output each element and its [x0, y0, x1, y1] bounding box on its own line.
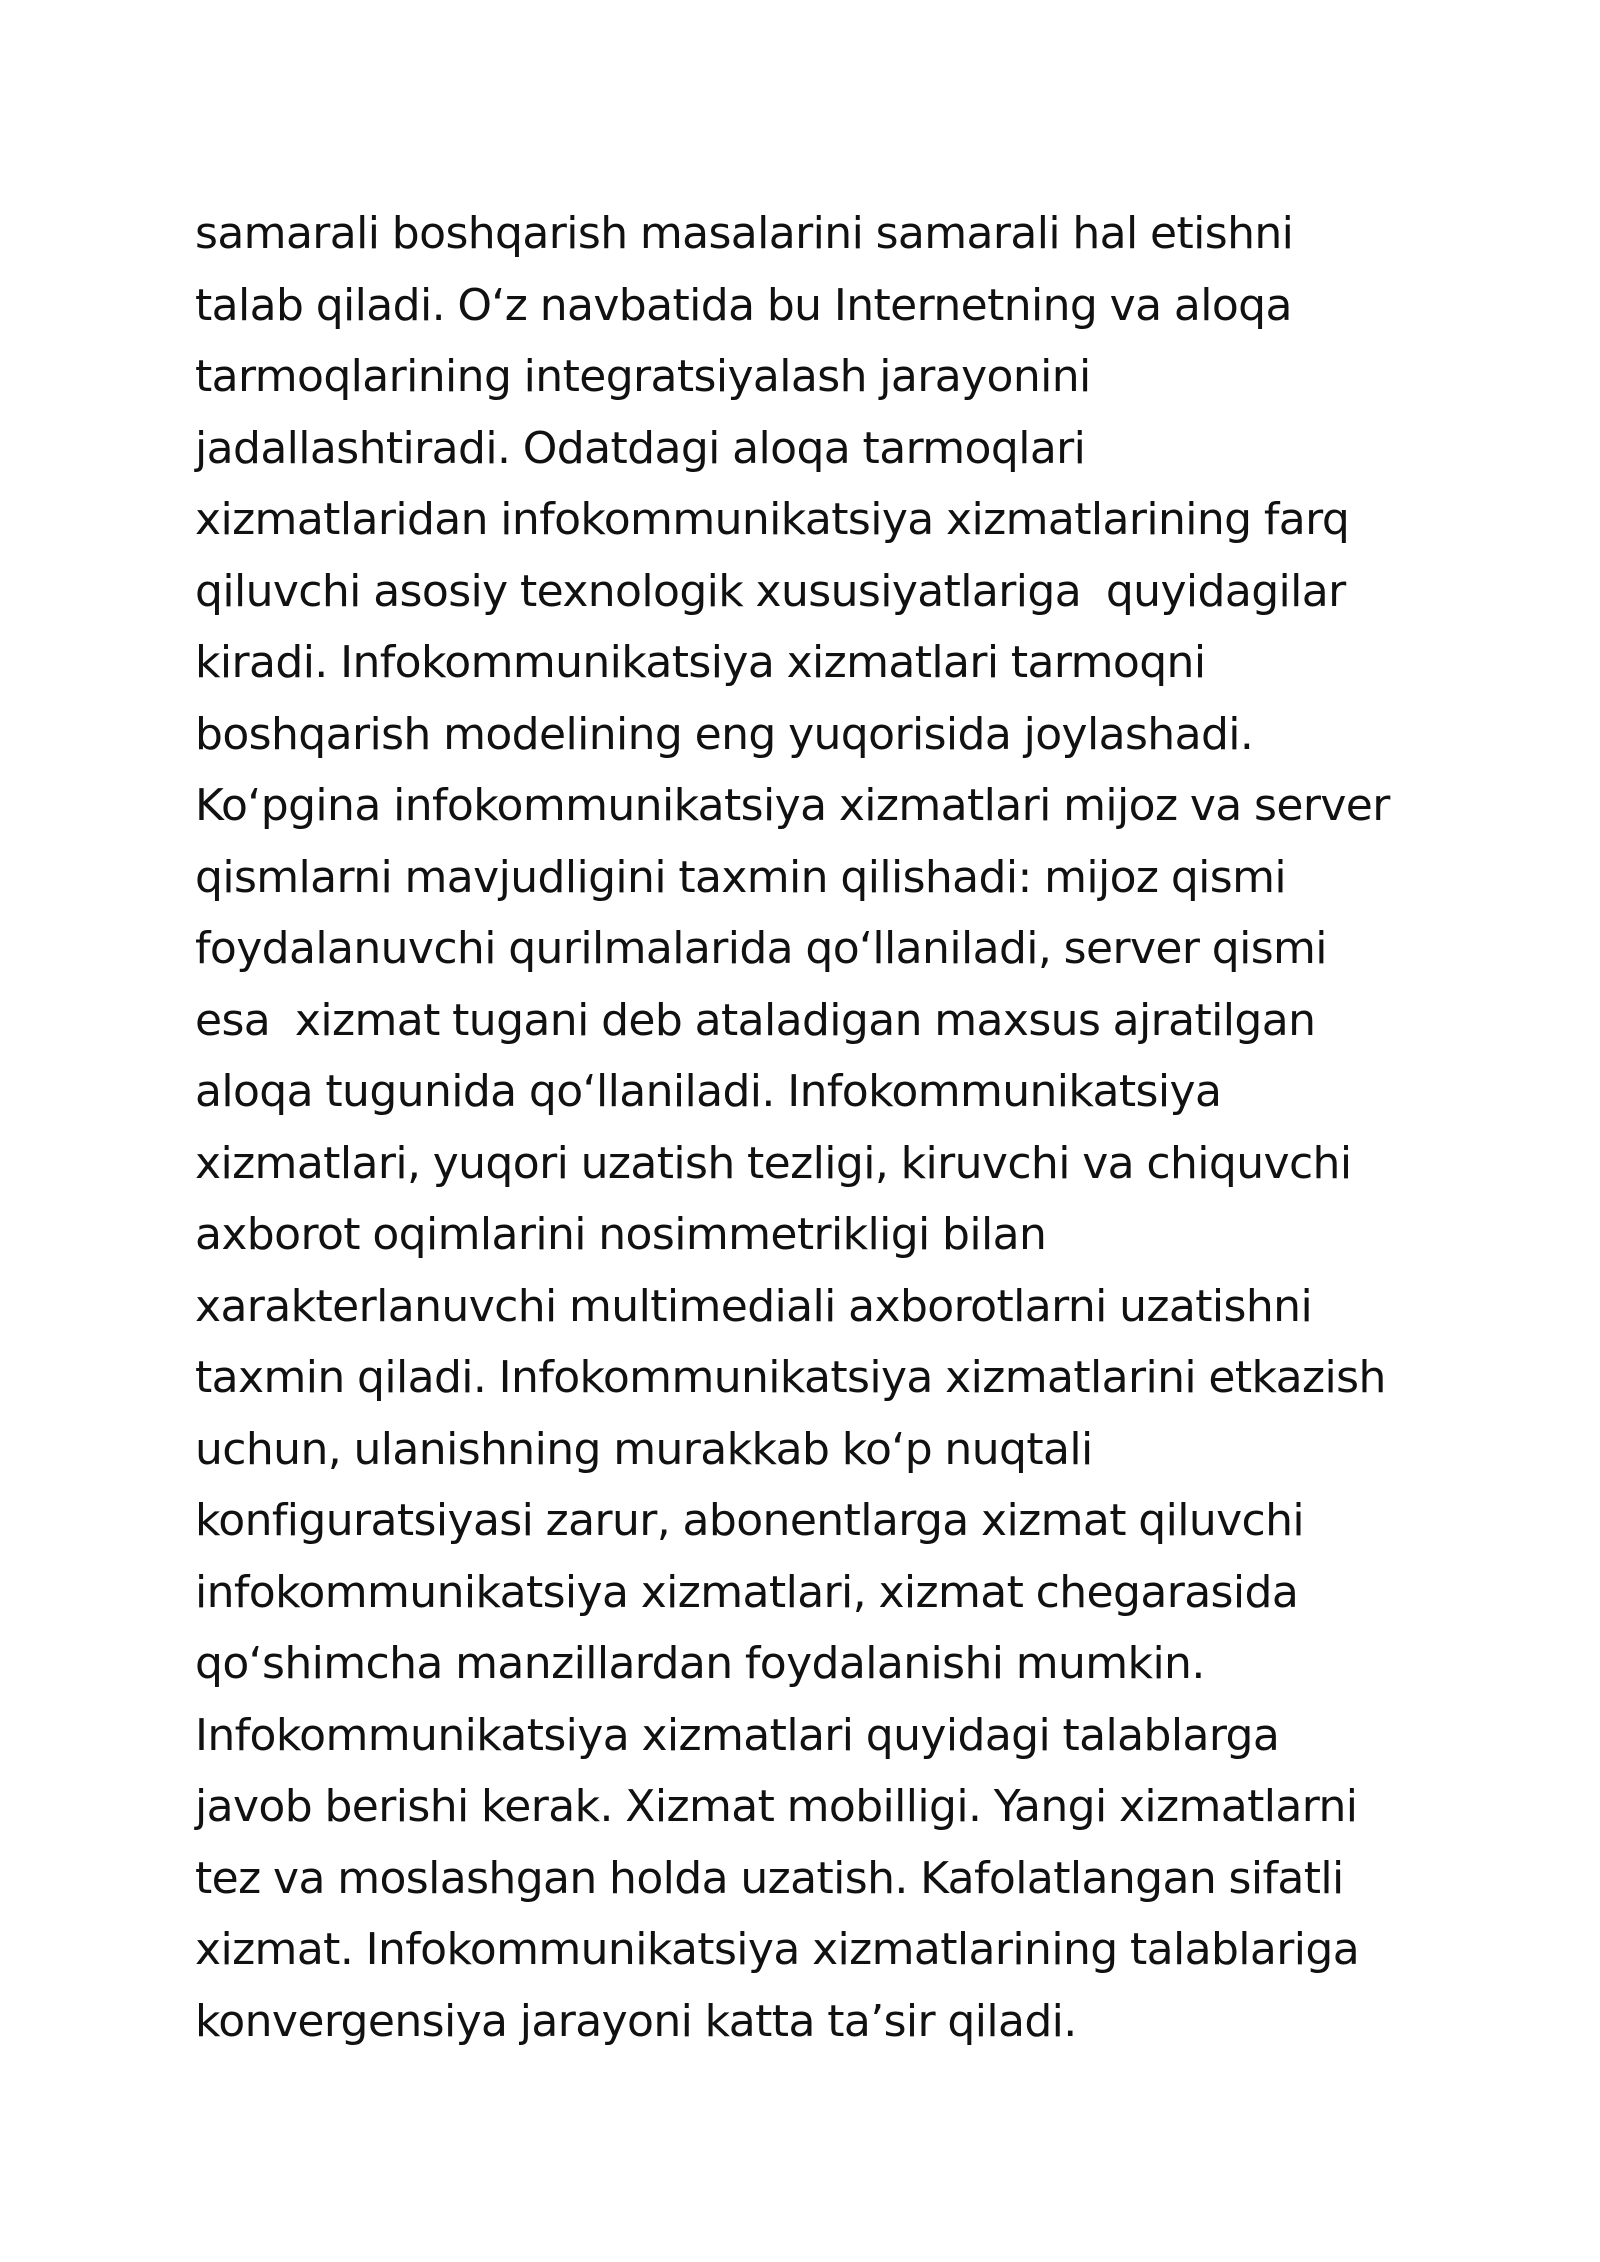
text-line: Infokommunikatsiya xizmatlari quyidagi talablarga — [195, 1709, 1280, 1761]
text-line: xizmatlari, yuqori uzatish tezligi, kiruvchi va chiquvchi — [195, 1137, 1352, 1189]
text-line: boshqarish modelining eng yuqorisida joylashadi. — [195, 708, 1254, 760]
text-line: xizmat. Infokommunikatsiya xizmatlarining talablariga — [195, 1924, 1360, 1975]
text-line: axborot oqimlarini nosimmetrikligi bilan — [195, 1209, 1047, 1260]
text-line: aloqa tugunida qoʻllaniladi. Infokommunikatsiya — [195, 1066, 1222, 1117]
text-line: tez va moslashgan holda uzatish. Kafolatlangan sifatli — [195, 1852, 1344, 1904]
text-line: infokommunikatsiya xizmatlari, xizmat chegarasida — [195, 1566, 1299, 1618]
text-line: javob berishi kerak. Xizmat mobilligi. Yangi xizmatlarni — [195, 1781, 1358, 1832]
text-line: samarali boshqarish masalarini samarali hal etishni — [195, 208, 1294, 259]
text-line: qismlarni mavjudligini taxmin qilishadi: mijoz qismi — [195, 851, 1286, 903]
text-line: Koʻpgina infokommunikatsiya xizmatlari mijoz va server — [195, 780, 1390, 831]
text-line: esa xizmat tugani deb ataladigan maxsus ajratilgan — [195, 994, 1316, 1046]
text-line: qoʻshimcha manzillardan foydalanishi mumkin. — [195, 1638, 1205, 1689]
text-line: konvergensiya jarayoni katta taʼsir qiladi. — [195, 1995, 1077, 2047]
text-line: talab qiladi. Oʻz navbatida bu Internetning va aloqa — [195, 279, 1292, 331]
text-line: xarakterlanuvchi multimediali axborotlarni uzatishni — [195, 1280, 1313, 1332]
text-line: taxmin qiladi. Infokommunikatsiya xizmatlarini etkazish — [195, 1352, 1386, 1403]
text-line: kiradi. Infokommunikatsiya xizmatlari tarmoqni — [195, 637, 1206, 688]
text-line: qiluvchi asosiy texnologik xususiyatlariga quyidagilar — [195, 565, 1346, 617]
text-line: xizmatlaridan infokommunikatsiya xizmatlarining farq — [195, 494, 1350, 545]
text-line: uchun, ulanishning murakkab koʻp nuqtali — [195, 1423, 1093, 1475]
body-text — [195, 198, 1495, 2057]
text-line: jadallashtiradi. Odatdagi aloqa tarmoqlari — [195, 422, 1086, 474]
text-line: foydalanuvchi qurilmalarida qoʻllaniladi, server qismi — [195, 923, 1327, 974]
text-line: konfiguratsiyasi zarur, abonentlarga xizmat qiluvchi — [195, 1495, 1305, 1546]
text-line: tarmoqlarining integratsiyalash jarayonini — [195, 351, 1091, 402]
